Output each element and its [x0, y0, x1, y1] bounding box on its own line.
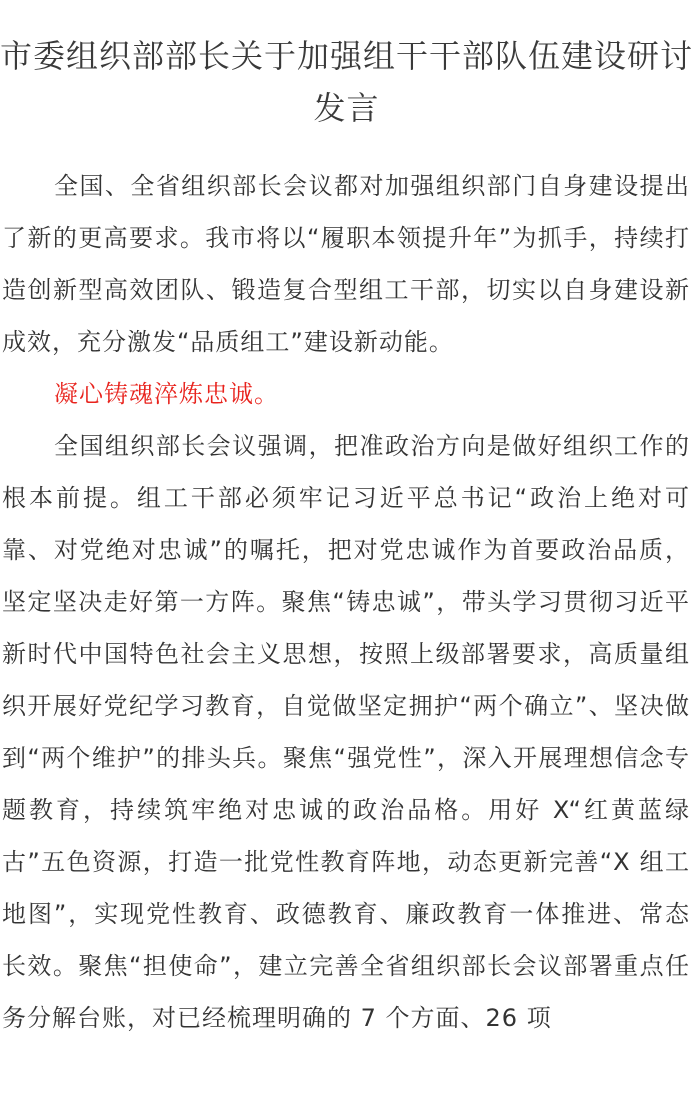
document-body [0, 160, 693, 1044]
section-heading-loyalty: 凝心铸魂淬炼忠诚。 [54, 380, 279, 408]
paragraph-loyalty: 全国组织部长会议强调，把准政治方向是做好组织工作的根本前提。组工干部必须牢记习近平总书记“政治上绝对可靠、对党绝对忠诚”的嘱托，把对党忠诚作为首要政治品质，坚定坚决走好第一方阵。聚焦“铸忠诚”，带头学习贯彻习近平新时代中国特色社会主义思想，按照上级部署要求，高质量组织开展好党纪学习教育，自觉做坚定拥护“两个确立”、坚决做到“两个维护”的排头兵。聚焦“强党性”，深入开展理想信念专题教育，持续筑牢绝对忠诚的政治品格。用好 X“红黄蓝绿古”五色资源，打造一批党性教育阵地，动态更新完善“X 组工地图”，实现党性教育、政德教育、廉政教育一体推进、常态长效。聚焦“担使命”，建立完善全省组织部长会议部署重点任务分解台账，对已经梳理明确的 7 个方面、26 项 [2, 432, 690, 1032]
page-title: 市委组织部部长关于加强组干干部队伍建设研讨发言 [0, 37, 693, 127]
paragraph-intro: 全国、全省组织部长会议都对加强组织部门自身建设提出了新的更高要求。我市将以“履职本领提升年”为抓手，持续打造创新型高效团队、锻造复合型组工干部，切实以自身建设新成效，充分激发“品质组工”建设新动能。 [2, 172, 690, 356]
